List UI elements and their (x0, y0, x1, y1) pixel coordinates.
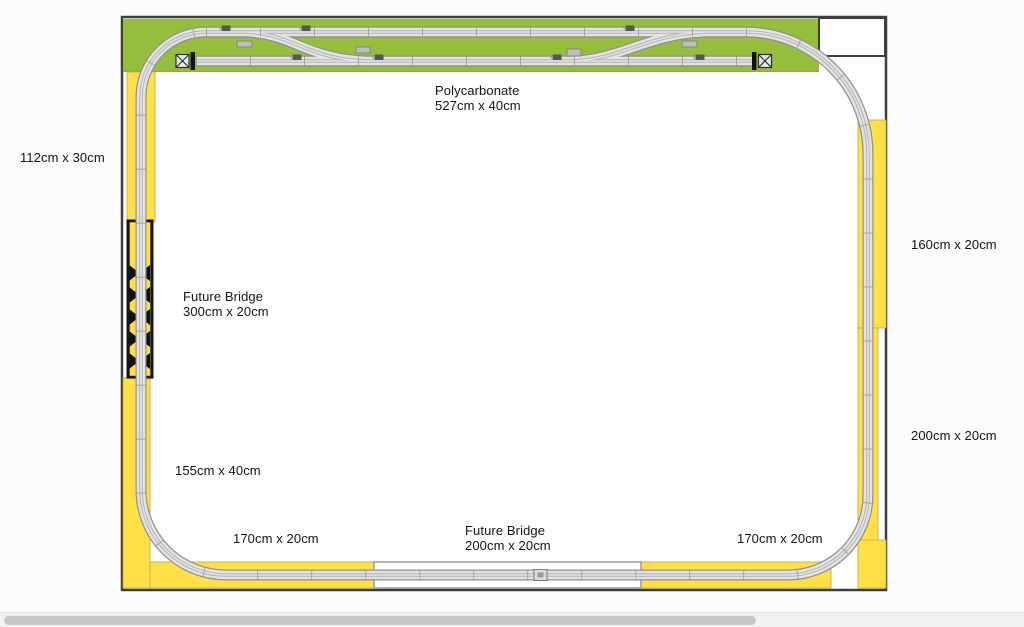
corner-notch-board[interactable] (819, 18, 885, 56)
buffer-bar-icon (752, 52, 757, 70)
rerailer-mark (538, 573, 544, 578)
scrollbar-thumb[interactable] (4, 616, 756, 625)
label-bottom-bridge-size[interactable]: 200cm x 20cm (465, 538, 551, 553)
label-bottom-left-board[interactable]: 170cm x 20cm (233, 531, 319, 546)
label-top-board-name[interactable]: Polycarbonate (435, 83, 520, 98)
horizontal-scrollbar[interactable] (0, 612, 1024, 627)
label-right-top-board[interactable]: 160cm x 20cm (911, 237, 997, 252)
buffer-stop-left[interactable] (176, 52, 195, 70)
platform[interactable] (682, 41, 697, 47)
platform[interactable] (567, 49, 581, 56)
buffer-bar-icon (191, 52, 196, 70)
bridge-girder-right (150, 221, 153, 378)
label-bottom-bridge-name[interactable]: Future Bridge (465, 523, 546, 538)
board-right-corner-foot[interactable] (858, 540, 886, 588)
grass-edge-line (123, 71, 819, 72)
rerailer-piece[interactable] (534, 570, 547, 581)
label-left-top-board[interactable]: 112cm x 30cm (20, 150, 105, 165)
platform[interactable] (237, 41, 252, 47)
label-bottom-right-board[interactable]: 170cm x 20cm (737, 531, 823, 546)
buffer-stop-right[interactable] (752, 52, 772, 70)
label-top-board-size[interactable]: 527cm x 40cm (435, 98, 521, 113)
label-left-bottom-board[interactable]: 155cm x 40cm (175, 463, 261, 478)
platform[interactable] (356, 47, 370, 53)
label-left-bridge-name[interactable]: Future Bridge (183, 289, 264, 304)
label-left-bridge-size[interactable]: 300cm x 20cm (183, 304, 269, 319)
label-right-bottom-board[interactable]: 200cm x 20cm (911, 428, 997, 443)
